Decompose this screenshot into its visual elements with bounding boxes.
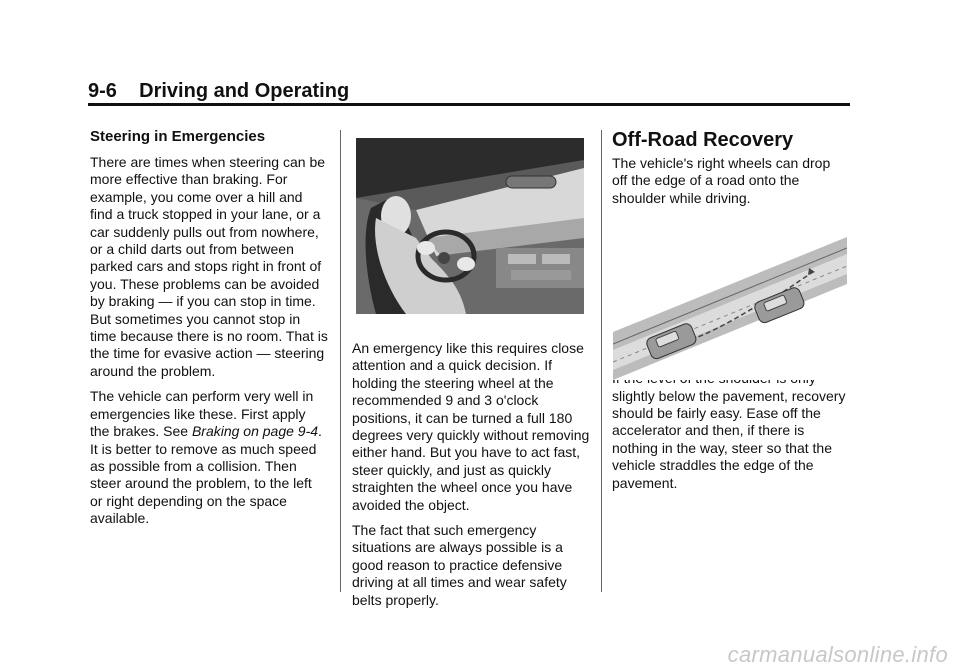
subheading-steering-in-emergencies: Steering in Emergencies xyxy=(90,128,266,145)
paragraph: The vehicle's right wheels can drop off the edge of a road onto the shoulder while driving. xyxy=(612,155,831,206)
paragraph: There are times when steering can be more effective than braking. For example, you come over a hill and find a truck stopped in your lane, or a car suddenly pulls out from nowhere, or a child darts out from between parked cars and stops right in front of you. These problems can be avoided by braking — if you can stop in time. But sometimes you cannot stop in time because there is no room. That is the time for evasive action — steering around the problem. xyxy=(90,154,328,379)
heading-off-road-recovery: Off-Road Recovery xyxy=(612,129,794,151)
header-rule xyxy=(88,103,850,106)
column-divider xyxy=(601,130,602,592)
off-road-recovery-illustration xyxy=(613,232,847,380)
paragraph: An emergency like this requires close attention and a quick decision. If holding the steering wheel at the recommended 9 and 3 o'clock positions, it can be turned a full 180 degrees very quickly without removing either hand. But you have to act fast, steer quickly, and just as quickly straighten the wheel once you have avoided the object. xyxy=(352,340,590,513)
watermark: carmanualsonline.info xyxy=(727,642,948,667)
page-number: 9-6 xyxy=(88,80,117,102)
page-header xyxy=(88,80,349,103)
column-steering-emergencies xyxy=(90,128,328,536)
paragraph: The fact that such emergency situations are always possible is a good reason to practice defensive driving at all times and wear safety belts properly. xyxy=(352,522,567,608)
column-emergency-decision xyxy=(352,340,592,617)
paragraph: slightly below the pavement, recovery should be fairly easy. Ease off the accelerator and then, if there is nothing in the way, steer so that the vehicle straddles the edge of the pavement. xyxy=(612,387,846,491)
section-title: Driving and Operating xyxy=(139,80,350,102)
link-braking[interactable]: Braking on page 9-4 xyxy=(191,423,319,440)
paragraph: The vehicle can perform very well in emergencies like these. First apply the brakes. See Braking on page 9-4. It is better to remove as much speed as possible from a collision. Then steer around the problem, to the left or right depending on the space available. xyxy=(90,388,322,527)
column-divider xyxy=(340,130,341,592)
driver-steering-illustration xyxy=(356,138,584,314)
